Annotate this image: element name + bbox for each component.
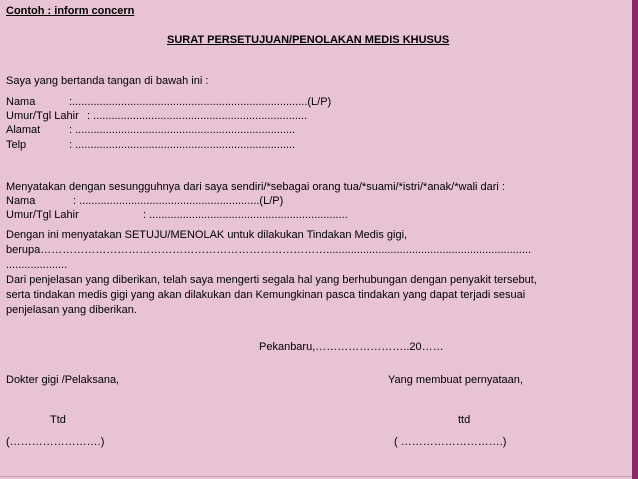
statement-line-1: Dengan ini menyatakan SETUJU/MENOLAK untuk dilakukan Tindakan Medis gigi, — [6, 229, 408, 241]
guardian-intro: Menyatakan dengan sesungguhnya dari saya sendiri/*sebagai orang tua/*suami/*istri/*anak/*wali dari : — [6, 181, 505, 193]
statement-line-5: serta tindakan medis gigi yang akan dilakukan dan Kemungkinan pasca tindakan yang dapat terjadi sesuai — [6, 289, 526, 301]
guardian-age-value: : ................................................................. — [143, 209, 348, 221]
guardian-name-value: : ...........................................................(L/P) — [73, 195, 284, 207]
patient-age-label: Umur/Tgl Lahir — [6, 110, 79, 122]
statement-line-3: .................... — [6, 259, 68, 271]
patient-name-value: :.............................................................................(L/P) — [69, 96, 332, 108]
patient-name-label: Nama — [6, 96, 36, 108]
right-signer-role: Yang membuat pernyataan, — [388, 374, 523, 386]
patient-address-value: : ........................................................................ — [69, 124, 296, 136]
patient-phone-label: Telp — [6, 139, 27, 151]
statement-line-4: Dari penjelasan yang diberikan, telah saya mengerti segala hal yang berhubungan dengan penyakit tersebut, — [6, 274, 537, 286]
patient-intro: Saya yang bertanda tangan di bawah ini : — [6, 75, 209, 87]
right-signer-name: ( ……………………….) — [394, 436, 507, 448]
left-signer-role: Dokter gigi /Pelaksana, — [6, 374, 120, 386]
left-signer-name: (…………………….) — [6, 436, 105, 448]
right-ttd: ttd — [458, 414, 471, 426]
patient-phone-value: : ........................................................................ — [69, 139, 296, 151]
guardian-name-label: Nama — [6, 195, 36, 207]
patient-age-value: : ...................................................................... — [87, 110, 308, 122]
patient-address-label: Alamat — [6, 124, 41, 136]
statement-line-2: berupa……………………………………………………………………................................................................... — [6, 244, 532, 256]
guardian-age-label: Umur/Tgl Lahir — [6, 209, 79, 221]
document-title: SURAT PERSETUJUAN/PENOLAKAN MEDIS KHUSUS — [167, 34, 450, 46]
bottom-divider — [0, 476, 632, 477]
statement-line-6: penjelasan yang diberikan. — [6, 304, 137, 316]
example-label: Contoh : inform concern — [6, 5, 135, 17]
left-ttd: Ttd — [50, 414, 66, 426]
place-date: Pekanbaru,……………………..20…… — [259, 341, 444, 353]
accent-bar — [632, 0, 638, 479]
